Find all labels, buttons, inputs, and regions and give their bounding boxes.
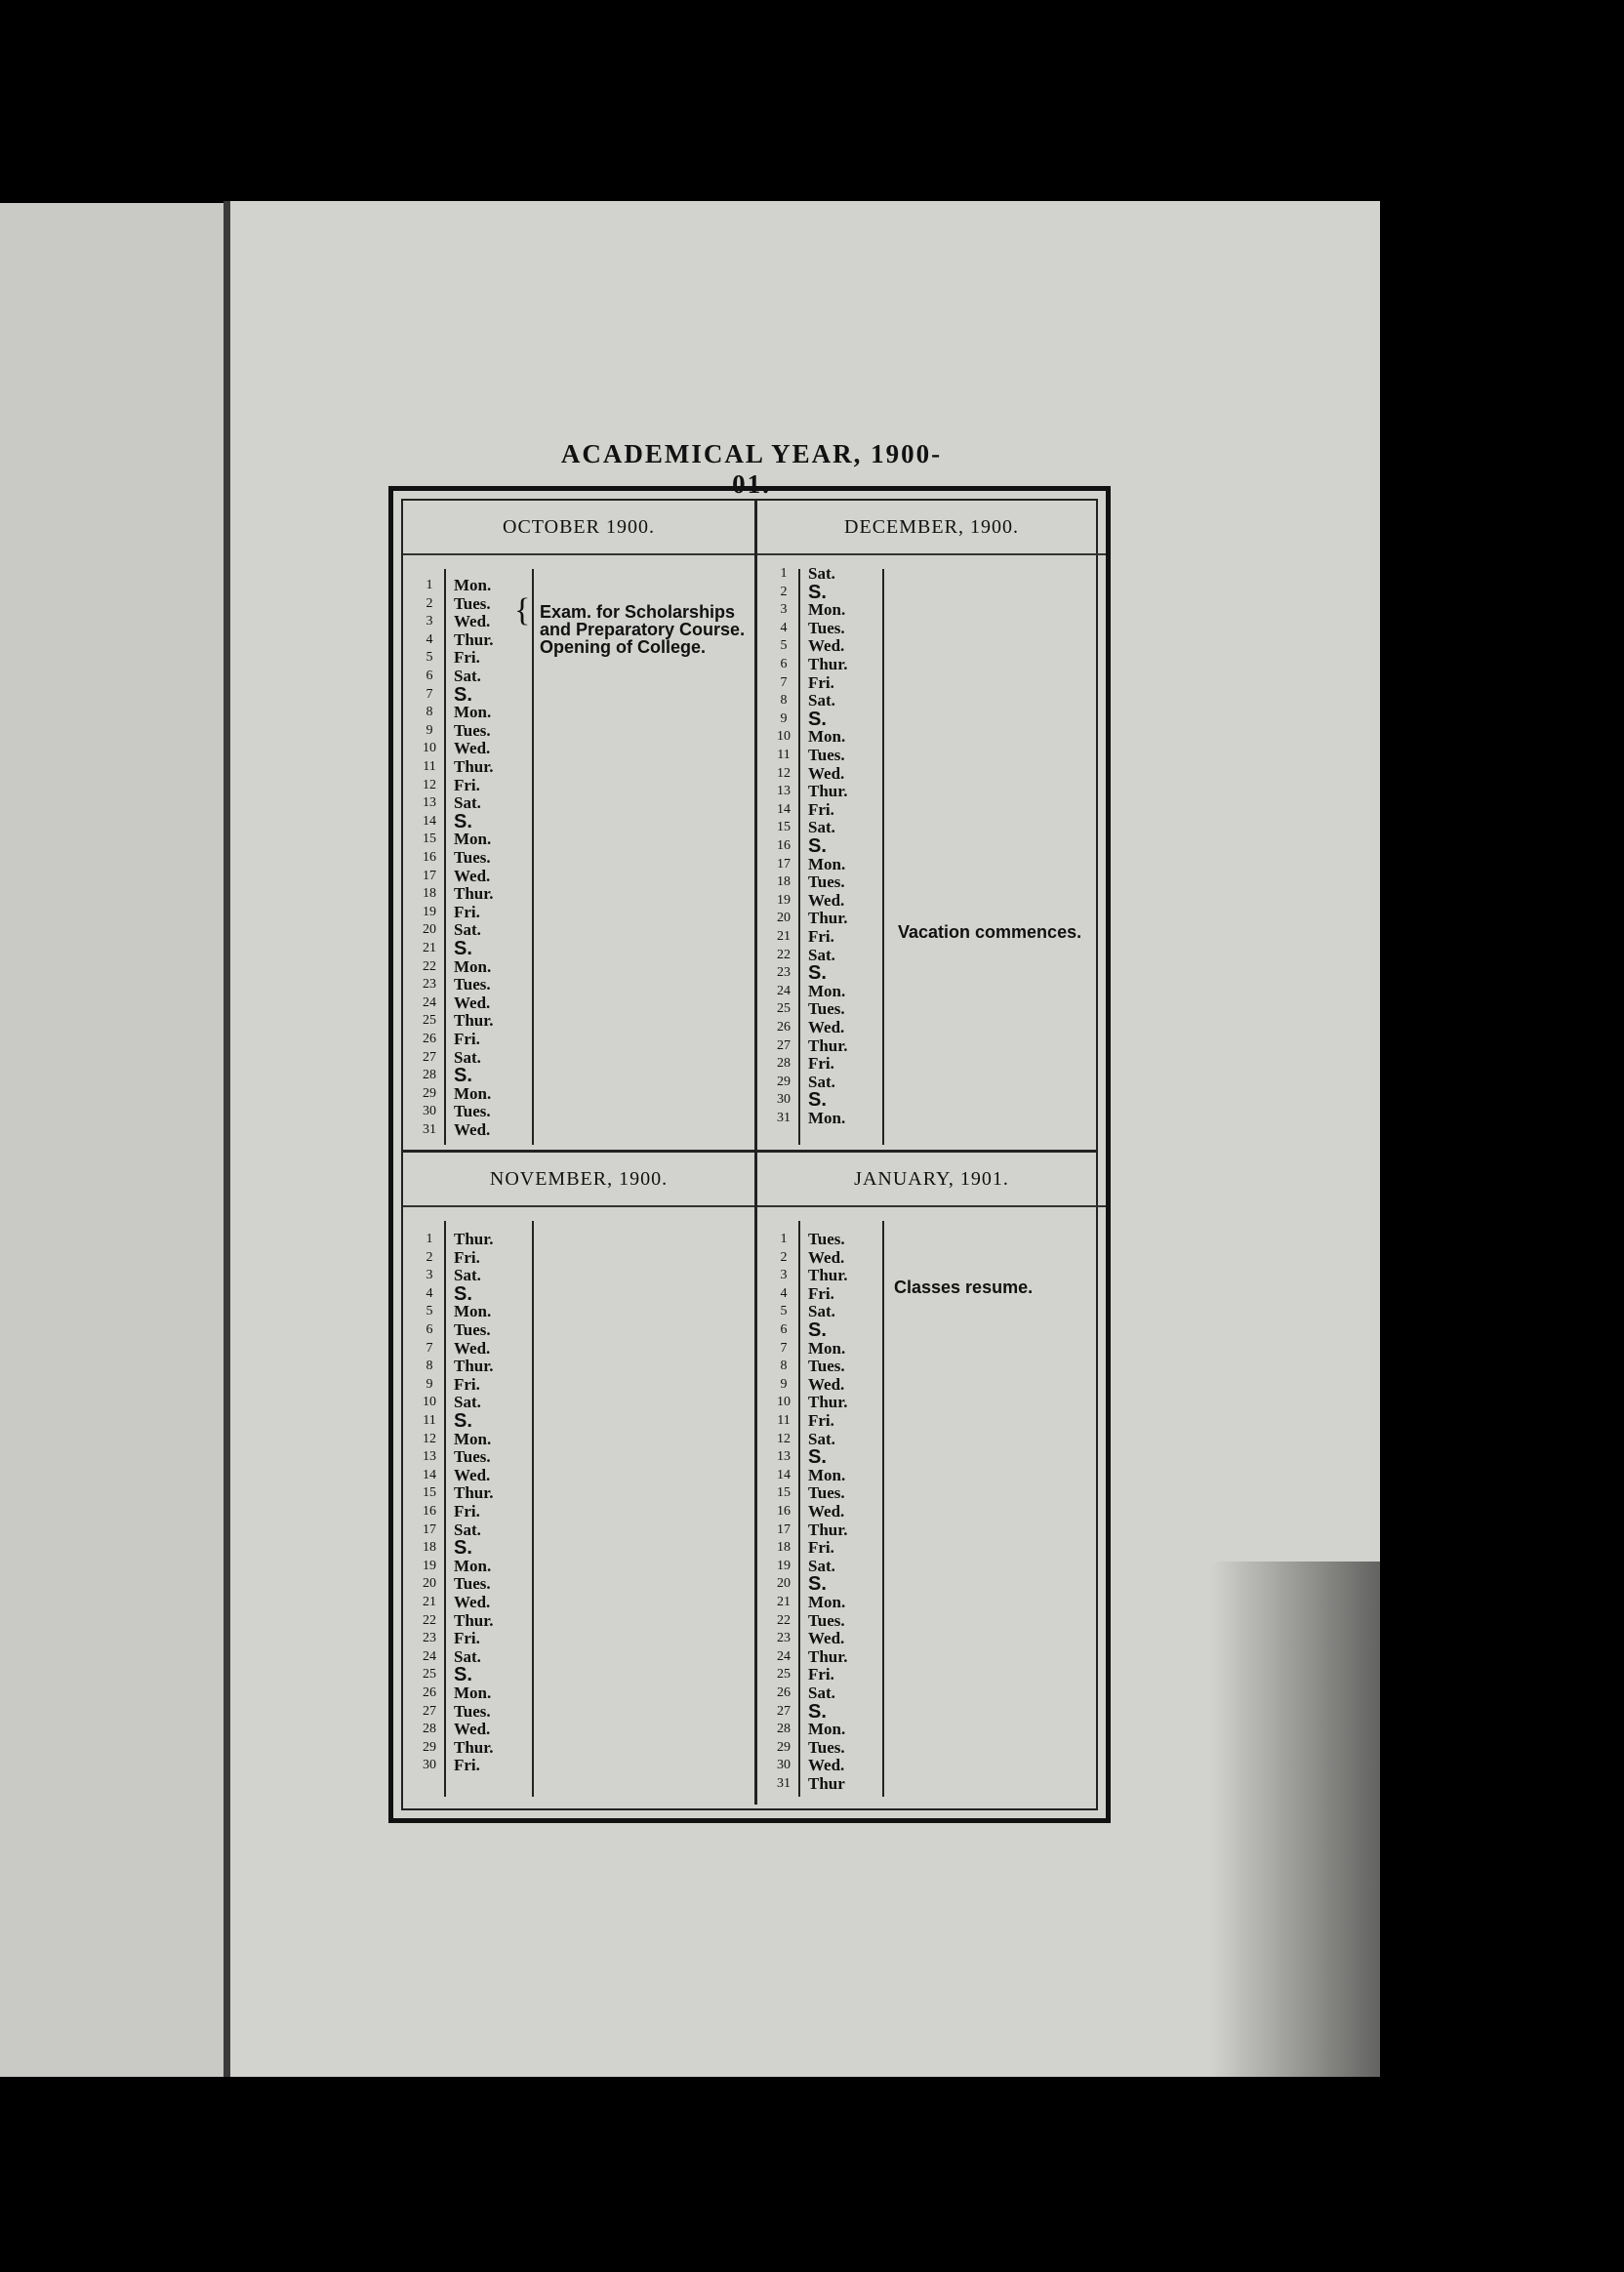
day-number: 28 [777, 1722, 791, 1737]
day-name: Sat. [808, 691, 835, 710]
day-number: 17 [423, 1521, 436, 1537]
day-number: 1 [426, 578, 433, 592]
day-name: Mon. [808, 854, 846, 873]
day-number: 10 [777, 729, 791, 745]
day-name: Mon. [808, 727, 846, 747]
day-name: Sat. [808, 1429, 835, 1448]
day-number: 12 [423, 1431, 436, 1446]
day-name: Sat. [808, 945, 835, 964]
day-number: 29 [777, 1739, 791, 1755]
day-number: 3 [780, 602, 788, 618]
day-number: 14 [423, 1467, 436, 1482]
day-name: Thur. [454, 1737, 494, 1757]
month-heading: NOVEMBER, 1900. [403, 1153, 754, 1207]
day-number: 5 [426, 650, 433, 666]
day-name: Fri. [454, 648, 480, 668]
day-number: 26 [777, 1020, 791, 1035]
day-number: 26 [423, 1685, 436, 1700]
day-number: 25 [777, 1667, 791, 1683]
day-name: Thur. [808, 655, 848, 673]
day-number: 1 [780, 1232, 788, 1246]
day-name: Fri. [808, 1411, 834, 1430]
day-name: Tues. [454, 1102, 491, 1121]
day-name: Wed. [454, 866, 491, 885]
day-number: 13 [777, 784, 791, 799]
day-number: 17 [423, 868, 436, 883]
day-number: 3 [426, 614, 433, 629]
day-number: 22 [777, 947, 791, 962]
day-name: Sat. [808, 1072, 835, 1091]
day-number: 26 [777, 1685, 791, 1700]
day-name: Thur. [808, 1646, 848, 1666]
day-number: 22 [777, 1612, 791, 1628]
day-name: S. [454, 1410, 472, 1432]
day-name: Mon. [808, 1338, 846, 1358]
day-name: S. [808, 1573, 827, 1596]
day-name: Mon. [808, 981, 846, 1000]
day-name: Tues. [454, 848, 491, 867]
day-name: S. [808, 1319, 827, 1341]
day-number: 25 [423, 1013, 436, 1029]
day-name: Mon. [808, 600, 846, 620]
note-line: and Preparatory Course. [540, 620, 746, 639]
day-number: 16 [777, 1504, 791, 1519]
day-number: 19 [423, 1558, 436, 1573]
day-name: S. [808, 962, 827, 985]
day-number: 19 [777, 1558, 791, 1573]
day-name: Thur. [808, 1266, 848, 1285]
day-number: 7 [780, 674, 788, 690]
day-number: 3 [780, 1268, 788, 1283]
day-number: 11 [777, 748, 791, 762]
day-name: Mon. [808, 1465, 846, 1484]
day-name: Thur. [808, 1520, 848, 1539]
day-name: Tues. [808, 1230, 845, 1248]
day-name: Wed. [808, 763, 845, 783]
day-name: Mon. [454, 1684, 492, 1702]
left-page [0, 203, 226, 2077]
day-name: Tues. [808, 1483, 845, 1503]
month-heading: JANUARY, 1901. [757, 1153, 1106, 1207]
day-name: Tues. [454, 1320, 491, 1339]
day-name: Thur. [454, 1011, 494, 1031]
day-name: Wed. [454, 1338, 491, 1358]
day-name: Mon. [454, 1556, 492, 1575]
day-number: 27 [777, 1037, 791, 1053]
day-number: 15 [423, 832, 436, 847]
day-number: 4 [426, 631, 433, 647]
day-number: 9 [780, 710, 788, 726]
day-number: 5 [780, 1304, 788, 1319]
day-name: Fri. [808, 672, 834, 692]
day-name: S. [808, 708, 827, 730]
day-number: 16 [423, 1504, 436, 1519]
day-name: Mon. [454, 703, 492, 722]
day-number: 20 [423, 922, 436, 938]
day-name: Fri. [454, 1502, 480, 1521]
day-name: Sat. [808, 1556, 835, 1575]
day-number: 8 [426, 705, 433, 720]
day-number: 24 [777, 1648, 791, 1664]
day-number: 17 [777, 1521, 791, 1537]
day-number: 23 [423, 1631, 436, 1646]
day-number: 20 [777, 911, 791, 926]
day-number: 24 [423, 994, 436, 1010]
day-name: Tues. [454, 593, 491, 613]
day-name: Tues. [808, 1357, 845, 1376]
day-name: Tues. [808, 746, 845, 764]
day-name: Sat. [454, 1047, 481, 1067]
page-shadow [1210, 1562, 1386, 2079]
day-number: 6 [780, 657, 788, 671]
day-number: 31 [777, 1776, 791, 1791]
month-heading: DECEMBER, 1900. [757, 501, 1106, 555]
day-name: Sat. [454, 920, 481, 940]
day-name: Fri. [808, 1054, 834, 1074]
day-name: Sat. [454, 1393, 481, 1412]
day-name: Thur. [808, 782, 848, 801]
month-january [757, 1153, 1106, 1805]
day-number: 31 [423, 1122, 436, 1137]
day-number: 9 [426, 1376, 433, 1392]
day-number: 11 [423, 759, 436, 774]
day-number: 25 [423, 1667, 436, 1683]
day-name: Mon. [454, 830, 492, 849]
day-name: Fri. [808, 1538, 834, 1558]
brace-icon: { [514, 592, 531, 629]
day-name: Tues. [808, 1610, 845, 1630]
day-number: 14 [777, 801, 791, 817]
note-line: Opening of College. [540, 637, 706, 657]
day-number: 14 [423, 813, 436, 829]
day-name: S. [454, 1537, 472, 1560]
day-number: 21 [777, 1595, 791, 1609]
day-name: Wed. [454, 1120, 491, 1139]
day-number: 5 [426, 1304, 433, 1319]
day-number: 20 [423, 1576, 436, 1592]
day-number: 13 [777, 1449, 791, 1465]
day-number: 18 [777, 874, 791, 890]
day-number: 24 [423, 1648, 436, 1664]
day-name: S. [808, 1089, 827, 1112]
day-name: Fri. [454, 1629, 480, 1648]
day-name: Sat. [808, 564, 835, 583]
day-number: 14 [777, 1467, 791, 1482]
day-number: 31 [777, 1111, 791, 1125]
day-number: 2 [426, 1249, 433, 1265]
day-number: 30 [423, 1104, 436, 1119]
month-october [403, 501, 754, 1150]
day-name: Sat. [454, 1646, 481, 1666]
day-number: 29 [777, 1074, 791, 1089]
day-number: 16 [423, 850, 436, 865]
day-name: Sat. [454, 1520, 481, 1539]
day-name: S. [454, 938, 472, 959]
day-number: 26 [423, 1032, 436, 1046]
day-number: 13 [423, 795, 436, 811]
day-name: Thur. [808, 1035, 848, 1055]
day-name: Fri. [454, 775, 480, 794]
day-column-divider [444, 1221, 446, 1797]
calendar-inner-frame [401, 499, 1098, 1810]
day-name: Mon. [808, 1593, 846, 1611]
note-line: Vacation commences. [898, 922, 1082, 942]
day-number: 30 [777, 1092, 791, 1108]
day-number: 28 [777, 1056, 791, 1072]
day-number: 30 [423, 1758, 436, 1773]
day-name: Thur. [454, 757, 494, 776]
day-name: S. [808, 581, 827, 603]
day-number: 4 [780, 620, 788, 635]
day-name: Thur [808, 1774, 845, 1793]
day-name: Mon. [454, 1429, 492, 1448]
day-name: Thur. [454, 1357, 494, 1376]
day-name: Wed. [808, 636, 845, 656]
day-number: 13 [423, 1449, 436, 1465]
day-name: Thur. [454, 1610, 494, 1630]
note-line: Classes resume. [894, 1278, 1034, 1297]
day-name: Wed. [454, 739, 491, 758]
day-name: Sat. [808, 1302, 835, 1321]
day-number: 7 [426, 686, 433, 702]
day-number: 9 [426, 722, 433, 738]
day-name: Tues. [454, 975, 491, 994]
page-title: ACADEMICAL YEAR, 1900-01. [560, 439, 943, 499]
day-number: 15 [423, 1485, 436, 1501]
day-name: Wed. [808, 1502, 845, 1521]
day-name: Mon. [454, 1083, 492, 1103]
day-name: S. [808, 1446, 827, 1469]
day-name: Sat. [808, 818, 835, 837]
day-number: 27 [777, 1703, 791, 1719]
note-line: Exam. for Scholarships [540, 602, 736, 622]
day-number: 8 [426, 1359, 433, 1374]
notes-column-divider [882, 569, 884, 1145]
day-name: Wed. [454, 1593, 491, 1611]
day-number: 10 [423, 1395, 436, 1410]
day-name: Wed. [808, 1756, 845, 1775]
day-name: Wed. [808, 1629, 845, 1648]
day-number: 1 [780, 566, 788, 581]
day-name: S. [454, 1664, 472, 1686]
day-number: 18 [777, 1540, 791, 1556]
day-name: Wed. [808, 1247, 845, 1267]
notes-column-divider [882, 1221, 884, 1797]
day-name: S. [454, 1065, 472, 1087]
day-name: Sat. [808, 1684, 835, 1702]
day-name: S. [454, 1282, 472, 1305]
day-number: 23 [423, 977, 436, 993]
day-name: Fri. [808, 1665, 834, 1684]
day-number: 27 [423, 1703, 436, 1719]
day-number: 3 [426, 1268, 433, 1283]
month-heading: OCTOBER 1900. [403, 501, 754, 555]
day-name: Wed. [454, 993, 491, 1012]
day-name: Sat. [454, 667, 481, 685]
day-name: Tues. [454, 1574, 491, 1594]
day-number: 5 [780, 638, 788, 654]
day-name: Wed. [808, 1018, 845, 1036]
day-number: 19 [423, 904, 436, 919]
day-number: 24 [777, 983, 791, 998]
day-column-divider [444, 569, 446, 1145]
day-number: 16 [777, 838, 791, 853]
day-name: Tues. [454, 1447, 491, 1467]
day-name: Fri. [454, 1247, 480, 1267]
day-number: 1 [426, 1232, 433, 1246]
day-name: Mon. [454, 956, 492, 976]
day-number: 15 [777, 820, 791, 835]
day-number: 12 [777, 765, 791, 781]
day-name: Sat. [454, 793, 481, 813]
day-name: Mon. [454, 1302, 492, 1321]
day-name: Tues. [454, 720, 491, 740]
day-name: Fri. [454, 1374, 480, 1394]
day-number: 25 [777, 1001, 791, 1017]
day-number: 28 [423, 1068, 436, 1083]
day-name: Fri. [454, 1756, 480, 1775]
day-number: 6 [426, 669, 433, 683]
day-column-divider [798, 1221, 800, 1797]
day-number: 12 [777, 1431, 791, 1446]
day-number: 19 [777, 892, 791, 908]
day-number: 11 [423, 1413, 436, 1428]
day-name: Mon. [454, 576, 492, 594]
day-name: Fri. [454, 902, 480, 921]
day-name: S. [454, 683, 472, 706]
day-number: 23 [777, 965, 791, 981]
day-number: 20 [777, 1576, 791, 1592]
notes-column-divider [532, 1221, 534, 1797]
day-name: S. [454, 810, 472, 832]
day-name: S. [808, 835, 827, 857]
day-name: Sat. [454, 1266, 481, 1285]
day-number: 6 [780, 1322, 788, 1337]
day-number: 23 [777, 1631, 791, 1646]
day-name: Tues. [808, 872, 845, 892]
day-number: 4 [426, 1285, 433, 1301]
day-name: Tues. [808, 999, 845, 1019]
day-name: S. [808, 1700, 827, 1723]
day-number: 7 [426, 1340, 433, 1356]
day-number: 2 [426, 595, 433, 611]
day-name: Wed. [454, 1720, 491, 1739]
day-name: Fri. [808, 927, 834, 946]
day-name: Wed. [454, 1465, 491, 1484]
day-column-divider [798, 569, 800, 1145]
day-name: Thur. [808, 909, 848, 928]
day-name: Thur. [454, 629, 494, 649]
day-name: Fri. [808, 1283, 834, 1303]
day-number: 15 [777, 1485, 791, 1501]
day-number: 22 [423, 1612, 436, 1628]
day-name: Thur. [454, 884, 494, 904]
day-number: 2 [780, 1249, 788, 1265]
day-number: 29 [423, 1739, 436, 1755]
day-name: Thur. [454, 1230, 494, 1248]
day-number: 18 [423, 886, 436, 902]
day-name: Thur. [454, 1483, 494, 1503]
book-spine [223, 201, 230, 2077]
day-name: Tues. [808, 1737, 845, 1757]
day-number: 21 [777, 929, 791, 944]
day-number: 7 [780, 1340, 788, 1356]
day-name: Fri. [808, 799, 834, 819]
calendar-frame [388, 486, 1111, 1823]
day-number: 29 [423, 1085, 436, 1101]
notes-column-divider [532, 569, 534, 1145]
day-number: 21 [423, 941, 436, 955]
day-number: 11 [777, 1413, 791, 1428]
day-number: 6 [426, 1322, 433, 1337]
day-number: 18 [423, 1540, 436, 1556]
day-number: 4 [780, 1285, 788, 1301]
day-name: Thur. [808, 1393, 848, 1412]
day-number: 12 [423, 777, 436, 792]
day-number: 28 [423, 1722, 436, 1737]
day-number: 10 [777, 1395, 791, 1410]
day-number: 21 [423, 1595, 436, 1609]
day-name: Tues. [454, 1701, 491, 1721]
day-number: 30 [777, 1758, 791, 1773]
day-number: 10 [423, 741, 436, 756]
day-number: 27 [423, 1049, 436, 1065]
day-name: Mon. [808, 1109, 846, 1127]
day-name: Wed. [808, 1374, 845, 1394]
day-number: 22 [423, 958, 436, 974]
day-name: Tues. [808, 618, 845, 637]
day-number: 17 [777, 856, 791, 872]
day-name: Mon. [808, 1720, 846, 1739]
day-number: 2 [780, 584, 788, 599]
day-name: Wed. [454, 612, 491, 631]
day-number: 8 [780, 1359, 788, 1374]
month-november [403, 1153, 754, 1805]
month-december [757, 501, 1106, 1150]
day-number: 8 [780, 693, 788, 709]
day-name: Wed. [808, 890, 845, 910]
day-number: 9 [780, 1376, 788, 1392]
day-name: Fri. [454, 1030, 480, 1048]
